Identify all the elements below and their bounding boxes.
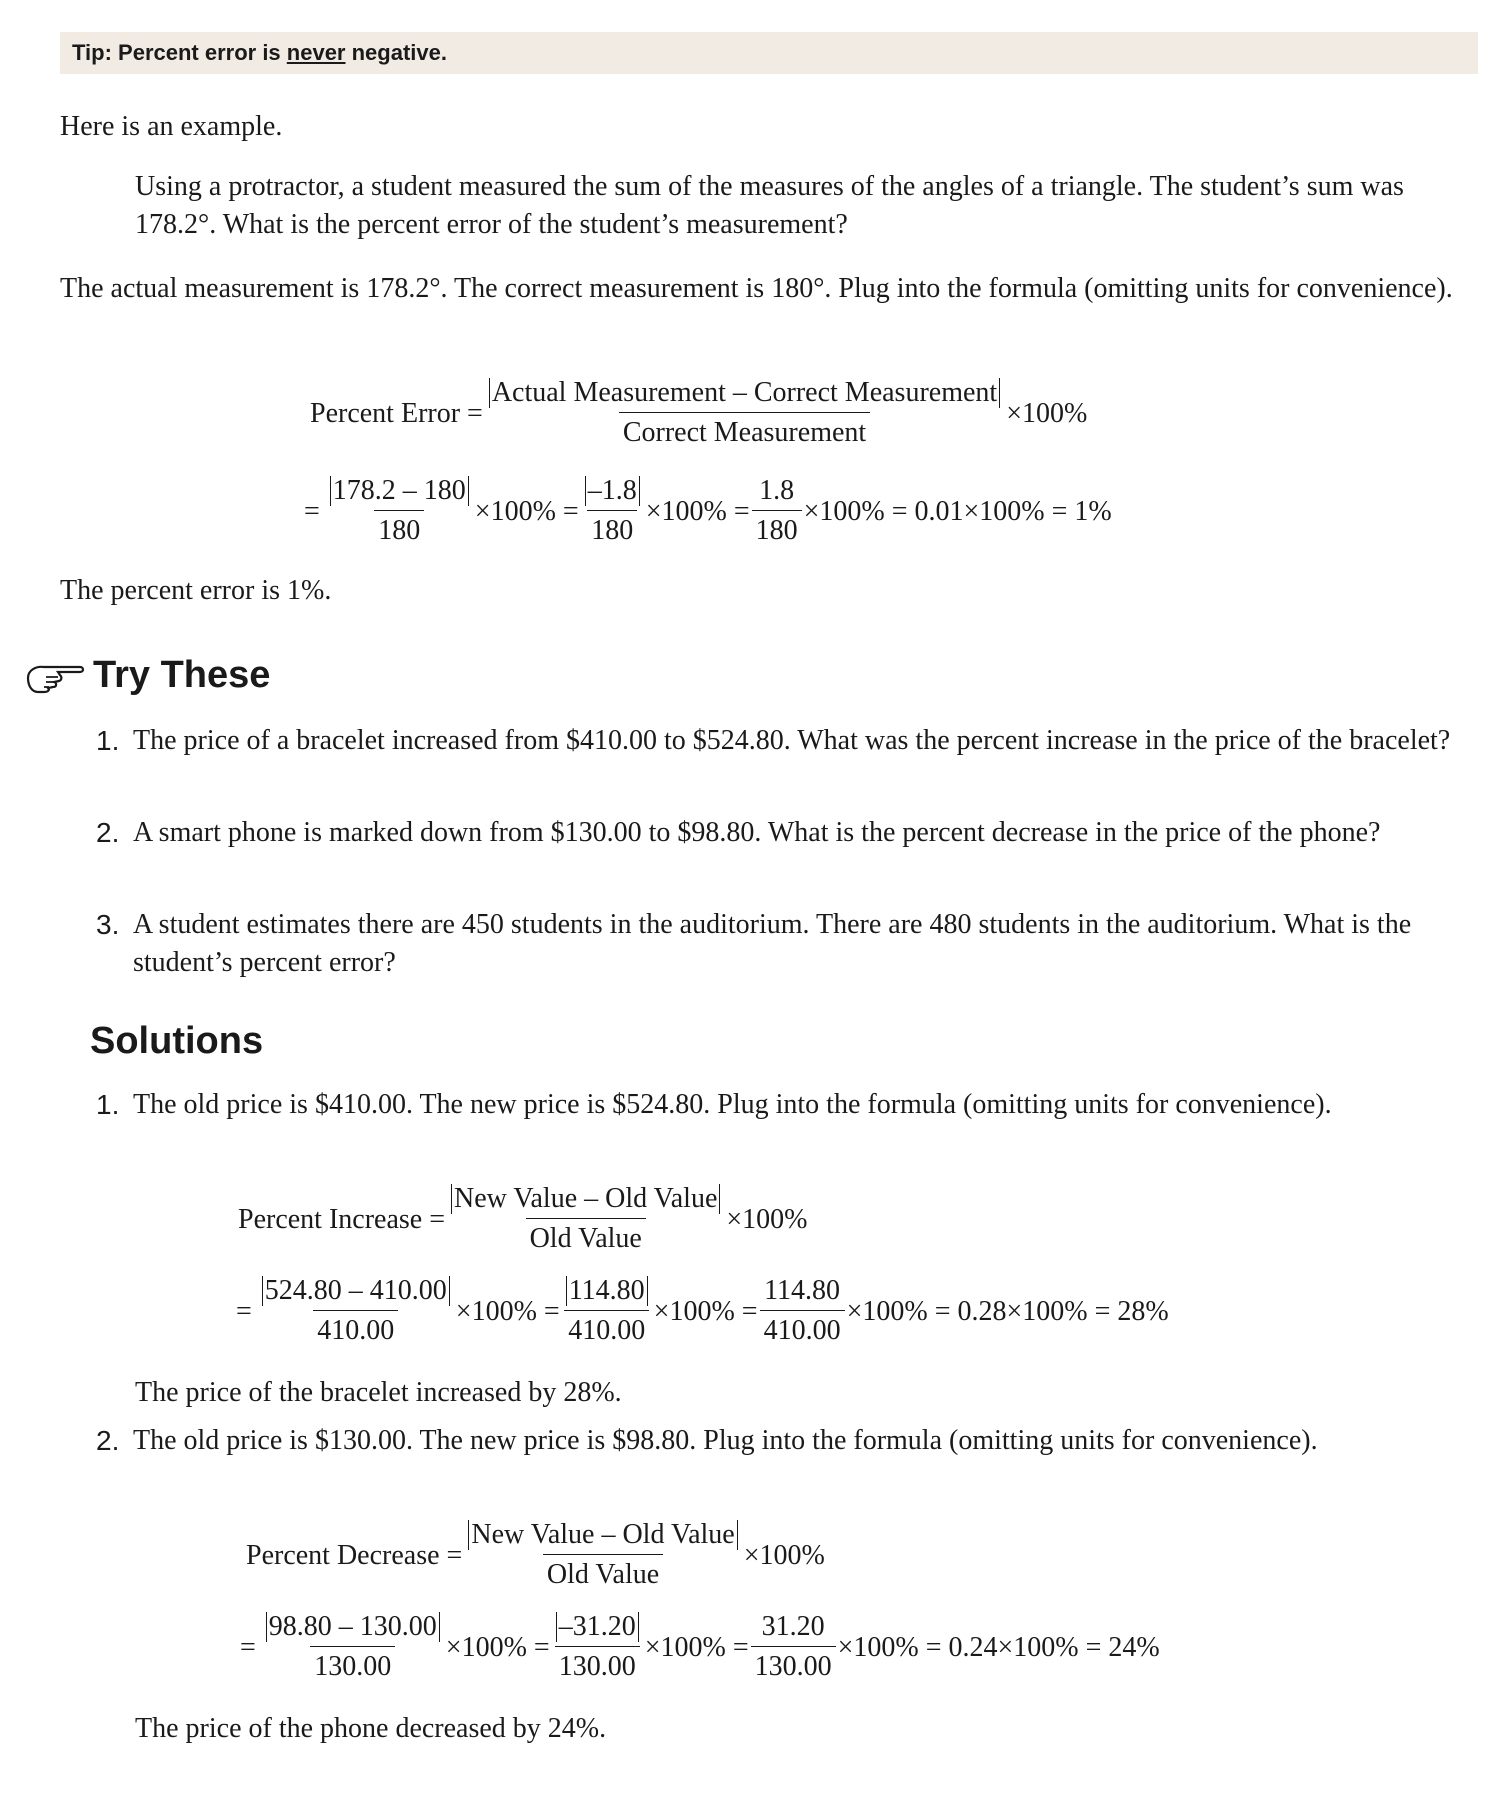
solution-2-answer: The price of the phone decreased by 24%. [135,1713,607,1744]
percent-increase-formula: Percent Increase = $\frac{\text{New Value – Old Value}}{\text{Old Value}}$ ×100% [238,1180,808,1259]
example-answer: The percent error is 1%. [60,575,332,606]
list-item: 2. A smart phone is marked down from $130.00 to $98.80. What is the percent decrease in the price of the phone? [96,817,1381,848]
list-item: 3. A student estimates there are 450 students in the auditorium. There are 480 students in the auditorium. What is the student’s percent error? [96,909,1412,978]
solution-1-answer: The price of the bracelet increased by 28%. [135,1377,622,1408]
pointing-hand-icon [24,658,86,694]
example-problem: Using a protractor, a student measured the sum of the measures of the angles of a triangle. The student’s sum was 178.2°. What is the percent error of the student’s measurement? [135,171,1404,240]
list-item: 1. The price of a bracelet increased from $410.00 to $524.80. What was the percent increase in the price of the bracelet? [96,725,1451,756]
tip-banner: Tip: Percent error is never negative. [60,32,1478,74]
percent-decrease-calculation: = $\frac{98.80 - 130.00}{130.00}$ ×100% = $\frac{-31.20}{130.00}$ ×100% = $\frac{31.20}{130.00}$ ×100% = 0.24×100% = 24% [236,1608,1160,1687]
solution-item-2: 2. The old price is $130.00. The new price is $98.80. Plug into the formula (omitting units for convenience). [96,1425,1318,1456]
solutions-heading: Solutions [90,1020,264,1062]
percent-error-formula: Percent Error = $\frac{\text{Actual Measurement – Correct Measurement}}{\text{Correct Measurement}}$ ×100% [310,374,1087,453]
percent-increase-calculation: = $\frac{524.80 - 410.00}{410.00}$ ×100% = $\frac{114.80}{410.00}$ ×100% = $\frac{114.80}{410.00}$ ×100% = 0.28×100% = 28% [232,1272,1169,1351]
example-setup: The actual measurement is 178.2°. The correct measurement is 180°. Plug into the formula (omitting units for convenience). [60,273,1453,304]
percent-decrease-formula: Percent Decrease = $\frac{\text{New Value – Old Value}}{\text{Old Value}}$ ×100% [246,1516,825,1595]
percent-error-calculation: = $\frac{178.2 - 180}{180}$ ×100% = $\frac{-1.8}{180}$ ×100% = $\frac{1.8}{180}$ ×100% = 0.01×100% = 1% [300,472,1112,551]
try-these-heading: Try These [24,654,270,697]
intro-text: Here is an example. [60,111,283,142]
tip-emphasis: never [286,40,346,65]
solution-item-1: 1. The old price is $410.00. The new price is $524.80. Plug into the formula (omitting units for convenience). [96,1089,1332,1120]
